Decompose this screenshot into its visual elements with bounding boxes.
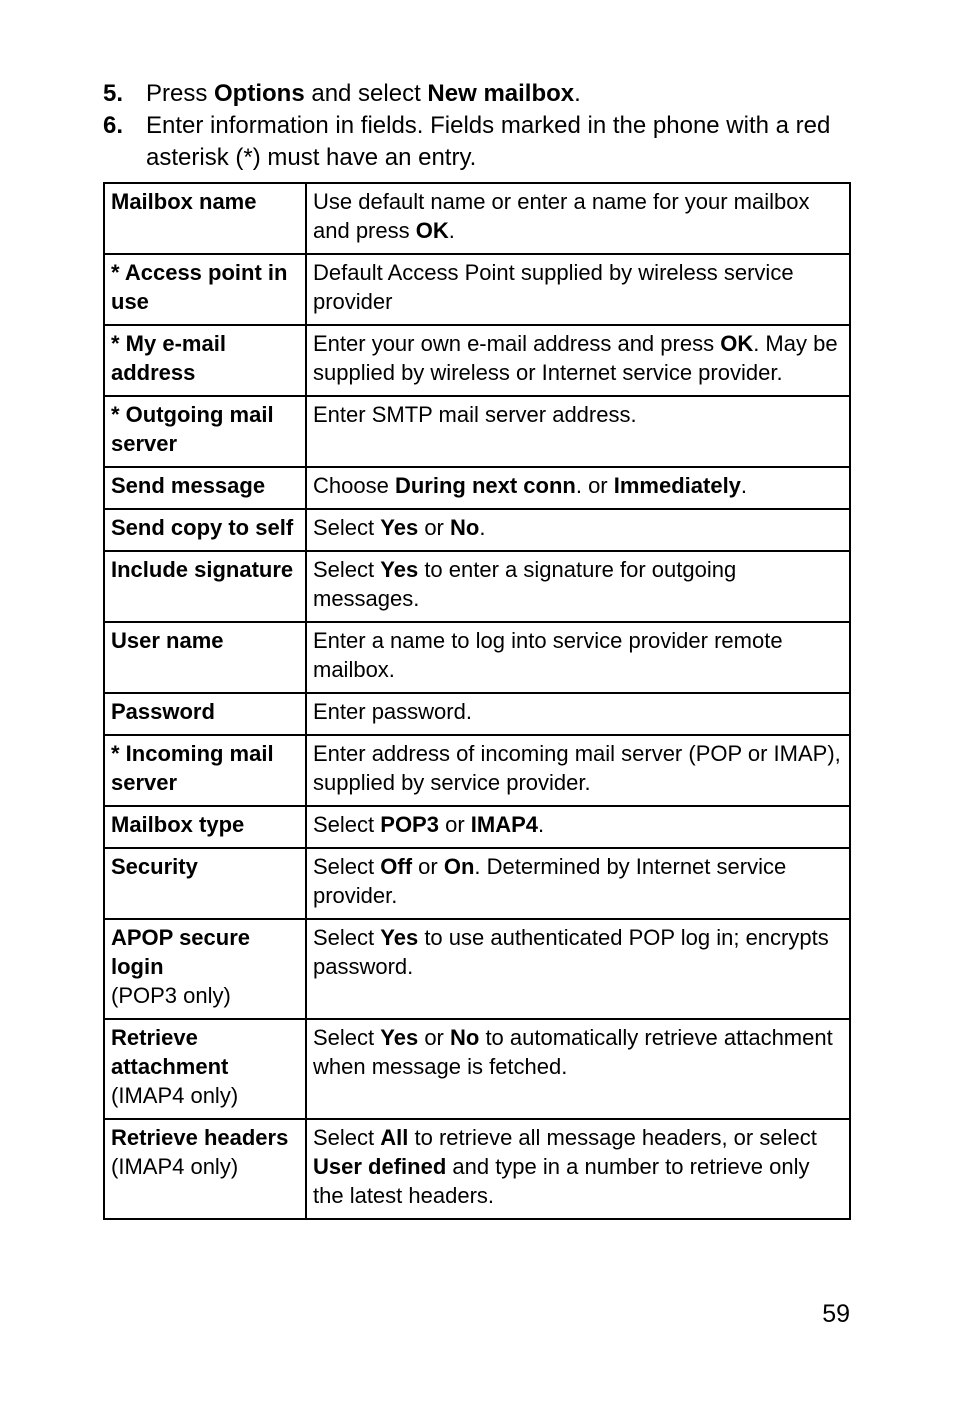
page-number: 59 (822, 1300, 850, 1328)
step-text: Enter information in fields. Fields marked in the phone with a red asterisk (*) must have an entry. (146, 112, 831, 171)
field-description-cell (306, 254, 850, 325)
text-run: Press (146, 80, 215, 107)
field-name: Mailbox type (111, 812, 245, 837)
field-name-cell (104, 1119, 306, 1219)
text-run: and type in a number to retrieve only the latest headers. (313, 1154, 810, 1208)
field-description-cell (306, 806, 850, 848)
table-row (104, 622, 850, 693)
text-run-bold: IMAP4 (470, 812, 539, 837)
text-run-bold: OK (415, 218, 449, 243)
field-description-cell (306, 693, 850, 735)
text-run-bold: No (450, 515, 480, 540)
field-name-cell (104, 848, 306, 919)
text-run-bold: Off (380, 854, 413, 879)
text-run: . (574, 80, 581, 107)
field-name: Include signature (111, 557, 294, 582)
table-row (104, 325, 850, 396)
field-name-cell (104, 806, 306, 848)
text-run-bold: Yes (380, 515, 419, 540)
field-name: Send message (111, 473, 266, 498)
field-description-cell (306, 183, 850, 254)
text-run: . or (575, 473, 614, 498)
table-row (104, 848, 850, 919)
table-row (104, 693, 850, 735)
field-name-cell (104, 551, 306, 622)
text-run: Use default name or enter a name for your mailbox and press (313, 189, 810, 243)
field-name-cell (104, 1019, 306, 1119)
text-run: Select (313, 1125, 381, 1150)
text-run: or (438, 812, 471, 837)
text-run: . (740, 473, 748, 498)
field-description-cell (306, 396, 850, 467)
field-name: Mailbox name (111, 189, 257, 214)
table-row (104, 551, 850, 622)
text-run-bold: Yes (380, 557, 419, 582)
text-run-bold: Immediately (613, 473, 741, 498)
table-row (104, 467, 850, 509)
text-run: Select (313, 854, 381, 879)
field-name: Password (111, 699, 215, 724)
text-run: Enter address of incoming mail server (POP or IMAP), supplied by service provider. (313, 741, 841, 795)
text-run: . May be supplied by wireless or Internet service provider. (313, 331, 838, 385)
text-run: or (418, 515, 450, 540)
text-run-bold: New mailbox (427, 80, 575, 107)
field-name-cell (104, 693, 306, 735)
text-run: to automatically retrieve attachment when message is fetched. (313, 1025, 833, 1079)
field-description-cell (306, 1019, 850, 1119)
field-name-cell (104, 622, 306, 693)
text-run-bold: During next conn (394, 473, 576, 498)
text-run: Select (313, 1025, 381, 1050)
text-run: Enter a name to log into service provider remote mailbox. (313, 628, 783, 682)
field-name: APOP secure login (111, 925, 251, 979)
text-run: and select (304, 80, 428, 107)
text-run-bold: All (380, 1125, 409, 1150)
field-description-cell (306, 509, 850, 551)
field-name-cell (104, 325, 306, 396)
field-name-cell (104, 919, 306, 1019)
instruction-steps (103, 78, 853, 174)
field-description-cell (306, 467, 850, 509)
step-text (146, 78, 853, 110)
text-run-bold: POP3 (380, 812, 439, 837)
field-description-cell (306, 919, 850, 1019)
field-name: User name (111, 628, 224, 653)
field-name: Retrieve attachment (111, 1025, 229, 1079)
table-row (104, 1019, 850, 1119)
text-run: or (412, 854, 444, 879)
text-run: Select (313, 515, 381, 540)
text-run: . (479, 515, 486, 540)
field-name-cell (104, 254, 306, 325)
text-run: . (538, 812, 545, 837)
text-run: to retrieve all message headers, or select (408, 1125, 817, 1150)
text-run-bold: On (443, 854, 475, 879)
text-run: Enter your own e-mail address and press (313, 331, 721, 356)
field-description-cell (306, 551, 850, 622)
field-note: (IMAP4 only) (111, 1154, 239, 1179)
text-run: to use authenticated POP log in; encrypts password. (313, 925, 829, 979)
field-name-cell (104, 183, 306, 254)
step-5 (103, 78, 853, 110)
step-number: 5. (103, 80, 124, 107)
field-name-cell (104, 735, 306, 806)
text-run-bold: OK (720, 331, 754, 356)
text-run: Select (313, 557, 381, 582)
table-row (104, 735, 850, 806)
table-row (104, 183, 850, 254)
field-name: * My e-mail address (111, 331, 226, 385)
field-name: Retrieve headers (111, 1125, 289, 1150)
field-name-cell (104, 467, 306, 509)
table-row (104, 1119, 850, 1219)
field-description-cell (306, 622, 850, 693)
table-row (104, 509, 850, 551)
table-row (104, 396, 850, 467)
table-row (104, 254, 850, 325)
field-description-cell (306, 325, 850, 396)
text-run: Enter SMTP mail server address. (313, 402, 637, 427)
mailbox-fields-table (103, 182, 851, 1220)
field-note: (IMAP4 only) (111, 1083, 239, 1108)
field-description-cell (306, 1119, 850, 1219)
field-name: * Incoming mail server (111, 741, 274, 795)
text-run-bold: Yes (380, 925, 419, 950)
field-name: * Access point in use (111, 260, 288, 314)
field-description-cell (306, 848, 850, 919)
field-name: Send copy to self (111, 515, 294, 540)
text-run: . (448, 218, 455, 243)
text-run: or (418, 1025, 450, 1050)
field-name-cell (104, 509, 306, 551)
table-row (104, 919, 850, 1019)
table-row (104, 806, 850, 848)
text-run: Default Access Point supplied by wireless service provider (313, 260, 794, 314)
text-run: . Determined by Internet service provider. (313, 854, 787, 908)
text-run-bold: No (450, 1025, 480, 1050)
field-name: Security (111, 854, 198, 879)
step-number: 6. (103, 112, 124, 139)
field-name: * Outgoing mail server (111, 402, 274, 456)
text-run-bold: Yes (380, 1025, 419, 1050)
step-6 (103, 110, 853, 174)
text-run: Choose (313, 473, 395, 498)
field-name-cell (104, 396, 306, 467)
field-note: (POP3 only) (111, 983, 231, 1008)
text-run-bold: User defined (313, 1154, 447, 1179)
text-run: Select (313, 925, 381, 950)
text-run: Select (313, 812, 381, 837)
field-description-cell (306, 735, 850, 806)
text-run: Enter password. (313, 699, 472, 724)
text-run-bold: Options (214, 80, 305, 107)
text-run: to enter a signature for outgoing messages. (313, 557, 737, 611)
